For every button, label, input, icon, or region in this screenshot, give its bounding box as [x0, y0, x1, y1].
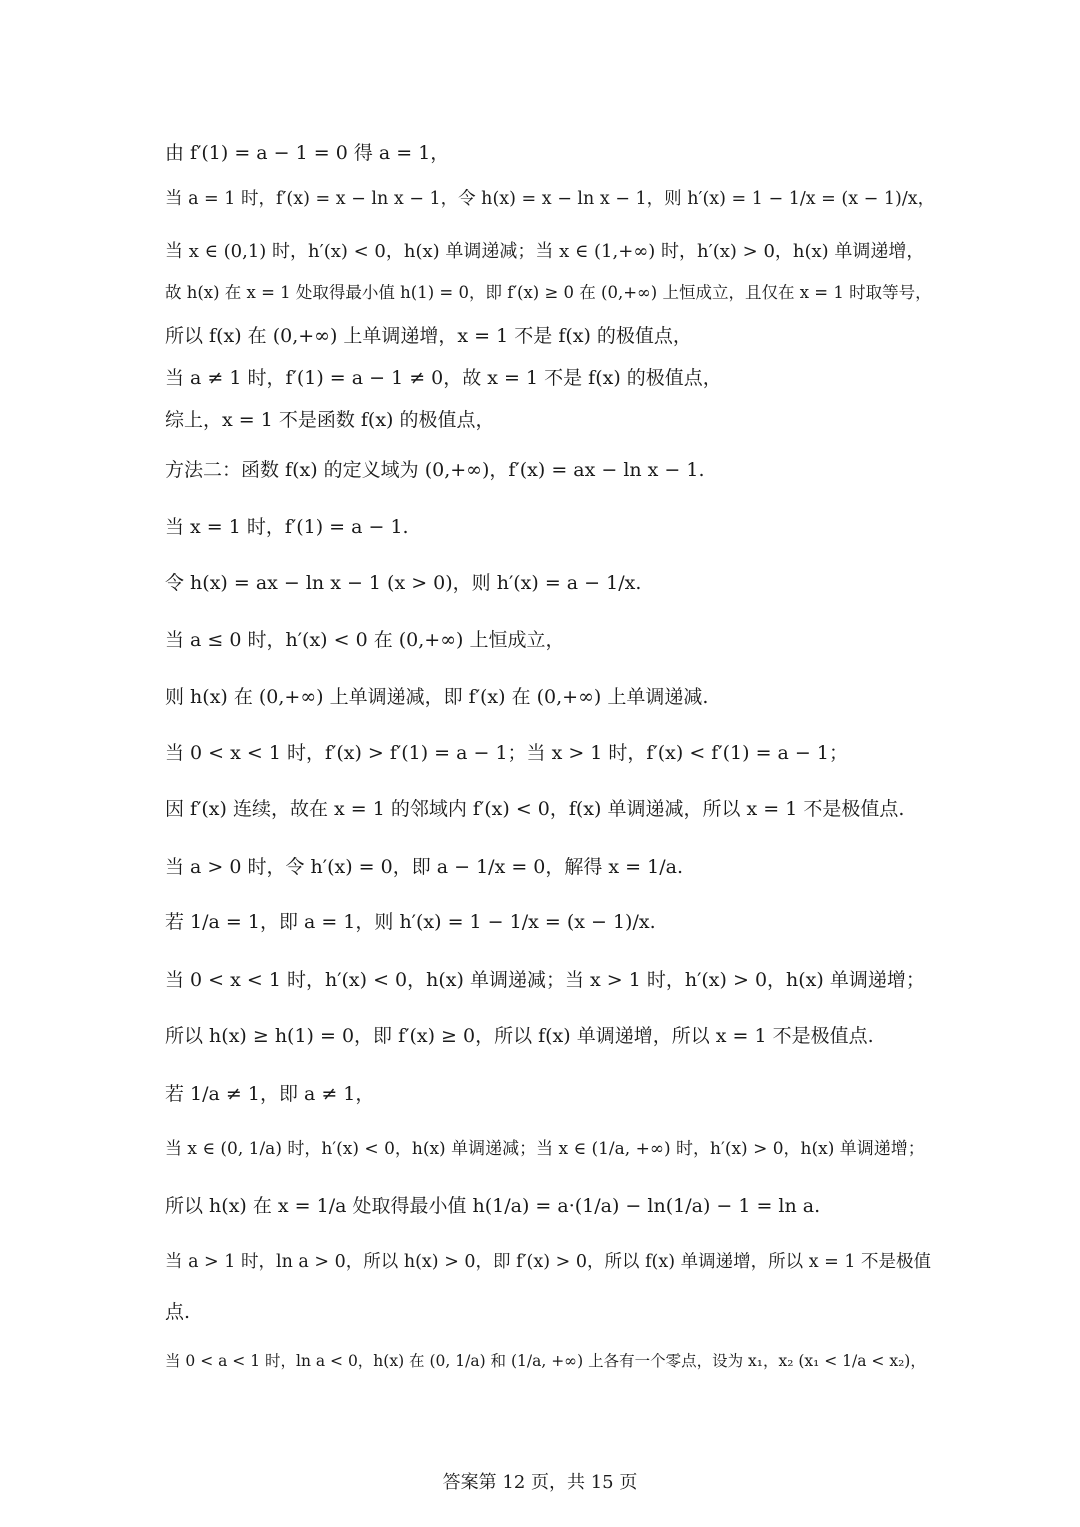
solution-line: 令 h(x) = ax − ln x − 1 (x > 0)，则 h′(x) = a − 1/x. [165, 572, 642, 594]
solution-line: 点. [165, 1301, 191, 1323]
solution-line: 当 a > 0 时，令 h′(x) = 0，即 a − 1/x = 0，解得 x = 1/a. [165, 856, 683, 878]
solution-line: 若 1/a ≠ 1，即 a ≠ 1， [165, 1083, 375, 1105]
solution-line: 当 a ≠ 1 时，f′(1) = a − 1 ≠ 0，故 x = 1 不是 f(x) 的极值点， [165, 367, 722, 389]
solution-line: 当 x ∈ (0, 1/a) 时，h′(x) < 0，h(x) 单调递减；当 x ∈ (1/a, +∞) 时，h′(x) > 0，h(x) 单调递增； [165, 1139, 925, 1159]
solution-line: 综上，x = 1 不是函数 f(x) 的极值点， [165, 409, 495, 431]
solution-line: 当 a = 1 时，f′(x) = x − ln x − 1，令 h(x) = x − ln x − 1，则 h′(x) = 1 − 1/x = (x − 1)/x， [165, 189, 936, 209]
solution-line: 当 0 < x < 1 时，f′(x) > f′(1) = a − 1；当 x > 1 时，f′(x) < f′(1) = a − 1； [165, 742, 848, 764]
solution-line: 若 1/a = 1，即 a = 1，则 h′(x) = 1 − 1/x = (x − 1)/x. [165, 911, 656, 933]
solution-line: 所以 h(x) 在 x = 1/a 处取得最小值 h(1/a) = a·(1/a) − ln(1/a) − 1 = ln a. [165, 1195, 821, 1217]
solution-line: 所以 h(x) ≥ h(1) = 0，即 f′(x) ≥ 0，所以 f(x) 单调递增，所以 x = 1 不是极值点. [165, 1025, 874, 1047]
solution-line: 当 x ∈ (0,1) 时，h′(x) < 0，h(x) 单调递减；当 x ∈ (1,+∞) 时，h′(x) > 0，h(x) 单调递增， [165, 241, 925, 262]
solution-line: 由 f′(1) = a − 1 = 0 得 a = 1， [165, 142, 450, 164]
page-footer: 答案第 12 页，共 15 页 [442, 1472, 638, 1493]
solution-line: 因 f′(x) 连续，故在 x = 1 的邻域内 f′(x) < 0，f(x) 单调递减，所以 x = 1 不是极值点. [165, 798, 905, 820]
solution-line: 方法二：函数 f(x) 的定义域为 (0,+∞)，f′(x) = ax − ln x − 1. [165, 459, 705, 481]
solution-line: 则 h(x) 在 (0,+∞) 上单调递减，即 f′(x) 在 (0,+∞) 上单调递减. [165, 686, 709, 708]
solution-line: 当 0 < a < 1 时，ln a < 0，h(x) 在 (0, 1/a) 和 (1/a, +∞) 上各有一个零点，设为 x₁，x₂ (x₁ < 1/a < x₂)， [165, 1352, 926, 1370]
solution-line: 当 a > 1 时，ln a > 0，所以 h(x) > 0，即 f′(x) > 0，所以 f(x) 单调递增，所以 x = 1 不是极值 [165, 1252, 932, 1272]
solution-line: 故 h(x) 在 x = 1 处取得最小值 h(1) = 0，即 f′(x) ≥ 0 在 (0,+∞) 上恒成立，且仅在 x = 1 时取等号， [165, 283, 932, 302]
solution-line: 所以 f(x) 在 (0,+∞) 上单调递增，x = 1 不是 f(x) 的极值点， [165, 325, 692, 347]
solution-line: 当 x = 1 时，f′(1) = a − 1. [165, 516, 409, 538]
solution-line: 当 a ≤ 0 时，h′(x) < 0 在 (0,+∞) 上恒成立， [165, 629, 565, 651]
solution-line: 当 0 < x < 1 时，h′(x) < 0，h(x) 单调递减；当 x > 1 时，h′(x) > 0，h(x) 单调递增； [165, 969, 925, 991]
